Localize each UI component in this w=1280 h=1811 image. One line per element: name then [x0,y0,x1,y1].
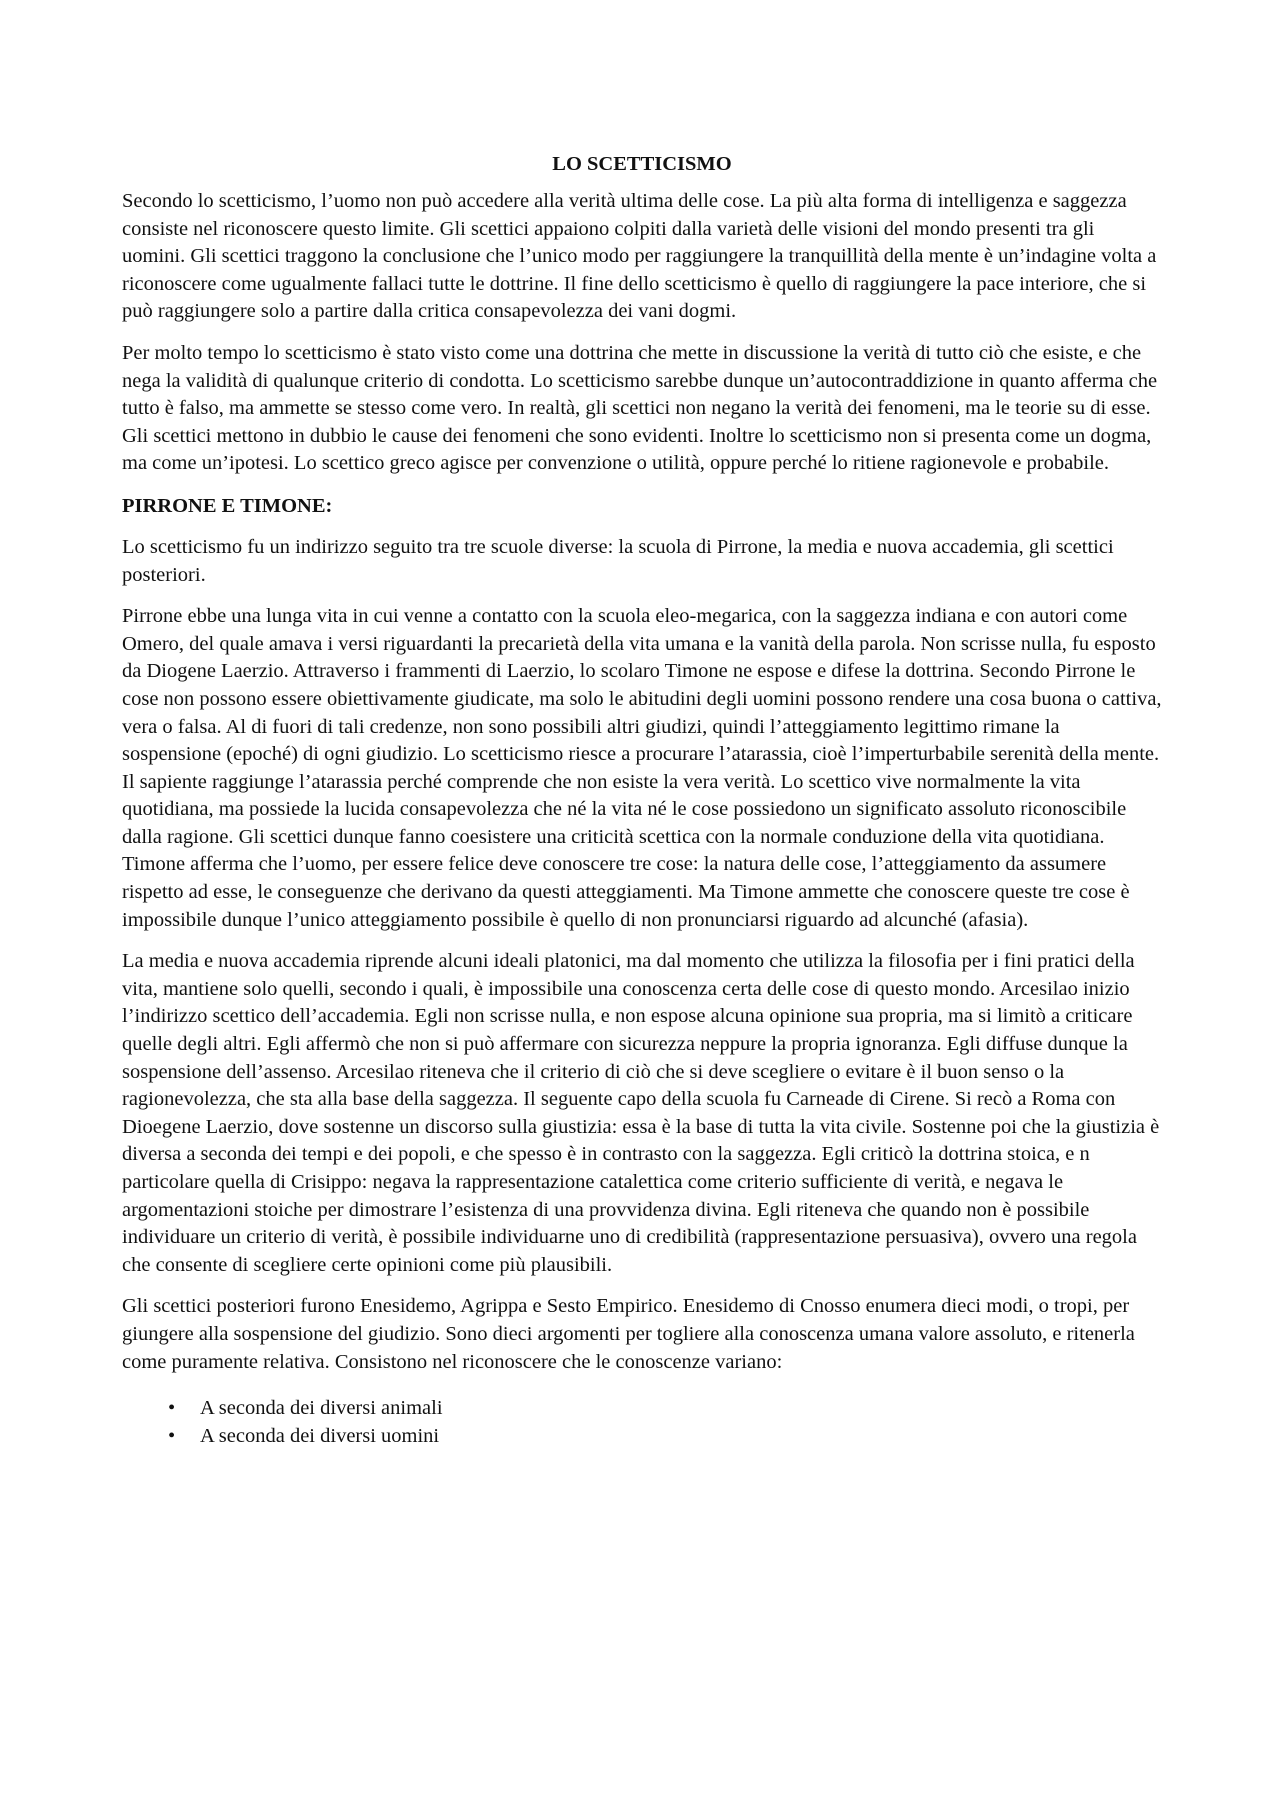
list-item [122,1394,1162,1422]
paragraph-intro-1: Secondo lo scetticismo, l’uomo non può accedere alla verità ultima delle cose. La più alta forma di intelligenza e saggezza consiste nel riconoscere questo limite. Gli scettici appaiono colpiti dalla varietà delle visioni del mondo presenti tra gli uomini. Gli scettici traggono la conclusione che l’unico modo per raggiungere la tranquillità della mente è un’indagine volta a riconoscere come ugualmente fallaci tutte le dottrine. Il fine dello scetticismo è quello di raggiungere la pace interiore, che si può raggiungere solo a partire dalla critica consapevolezza dei vani dogmi. [122,190,1157,323]
list-item-text: A seconda dei diversi animali [200,1397,443,1420]
document-title: LO SCETTICISMO [552,153,732,175]
paragraph-posteriori: Gli scettici posteriori furono Enesidemo, Agrippa e Sesto Empirico. Enesidemo di Cnosso enumera dieci modi, o tropi, per giungere alla sospensione del giudizio. Sono dieci argomenti per togliere alla conoscenza umana valore assoluto, e ritenerla come puramente relativa. Consistono nel riconoscere che le conoscenze variano: [122,1295,1135,1373]
list-item-text: A seconda dei diversi uomini [200,1425,440,1448]
paragraph-intro-2: Per molto tempo lo scetticismo è stato visto come una dottrina che mette in discussione la verità di tutto ciò che esiste, e che nega la validità di qualunque criterio di condotta. Lo scetticismo sarebbe dunque un’autocontraddizione in quanto afferma che tutto è falso, ma ammette se stesso come vero. In realtà, gli scettici non negano la verità dei fenomeni, ma le teorie su di esse. Gli scettici mettono in dubbio le cause dei fenomeni che sono evidenti. Inoltre lo scetticismo non si presenta come un dogma, ma come un’ipotesi. Lo scettico greco agisce per convenzione o utilità, oppure perché lo ritiene ragionevole e probabile. [122,341,1158,475]
paragraph-schools: Lo scetticismo fu un indirizzo seguito tra tre scuole diverse: la scuola di Pirrone, la media e nuova accademia, gli scettici posteriori. [122,535,1114,586]
section-heading: PIRRONE E TIMONE: [122,494,333,517]
document-page [122,150,1162,1450]
bullet-icon: • [168,1397,176,1420]
bullet-list [122,1394,1162,1450]
paragraph-accademia: La media e nuova accademia riprende alcuni ideali platonici, ma dal momento che utilizza la filosofia per i fini pratici della vita, mantiene solo quelli, secondo i quali, è impossibile una conoscenza certa delle cose di questo mondo. Arcesilao inizio l’indirizzo scettico dell’accademia. Egli non scrisse nulla, e non espose alcuna opinione sua propria, ma si limitò a criticare quelle degli altri. Egli affermò che non si può affermare con sicurezza neppure la propria ignoranza. Egli diffuse dunque la sospensione dell’assenso. Arcesilao riteneva che il criterio di ciò che si deve scegliere o evitare è il buon senso o la ragionevolezza, che sta alla base della saggezza. Il seguente capo della scuola fu Carneade di Cirene. Si recò a Roma con Dioegene Laerzio, dove sostenne un discorso sulla giustizia: essa è la base di tutta la vita civile. Sostenne poi che la giustizia è diversa a seconda dei tempi e dei popoli, e che spesso è in contrasto con la saggezza. Egli criticò la dottrina stoica, e n particolare quella di Crisippo: negava la rappresentazione catalettica come criterio sufficiente di verità, e negava le argomentazioni stoiche per dimostrare l’esistenza di una provvidenza divina. Egli riteneva che quando non è possibile individuare un criterio di verità, è possibile individuarne uno di credibilità (rappresentazione persuasiva), ovvero una regola che consente di scegliere certe opinioni come più plausibili. [122,950,1160,1276]
bullet-icon: • [168,1425,176,1448]
list-item [122,1422,1162,1450]
paragraph-pirrone: Pirrone ebbe una lunga vita in cui venne a contatto con la scuola eleo-megarica, con la saggezza indiana e con autori come Omero, del quale amava i versi riguardanti la precarietà della vita umana e la vanità della parola. Non scrisse nulla, fu esposto da Diogene Laerzio. Attraverso i frammenti di Laerzio, lo scolaro Timone ne espose e difese la dottrina. Secondo Pirrone le cose non possono essere obiettivamente giudicate, ma solo le abitudini degli uomini possono rendere una cosa buona o cattiva, vera o falsa. Al di fuori di tali credenze, non sono possibili altri giudizi, quindi l’atteggiamento legittimo rimane la sospensione (epoché) di ogni giudizio. Lo scetticismo riesce a procurare l’atarassia, cioè l’imperturbabile serenità della mente. Il sapiente raggiunge l’atarassia perché comprende che non esiste la vera verità. Lo scettico vive normalmente la vita quotidiana, ma possiede la lucida consapevolezza che né la vita né le cose possiedono un significato assoluto riconoscibile dalla ragione. Gli scettici dunque fanno coesistere una criticità scettica con la normale conduzione della vita quotidiana. Timone afferma che l’uomo, per essere felice deve conoscere tre cose: la natura delle cose, l’atteggiamento da assumere rispetto ad esse, le conseguenze che derivano da questi atteggiamenti. Ma Timone ammette che conoscere queste tre cose è impossibile dunque l’unico atteggiamento possibile è quello di non pronunciarsi riguardo ad alcunché (afasia). [122,605,1162,931]
